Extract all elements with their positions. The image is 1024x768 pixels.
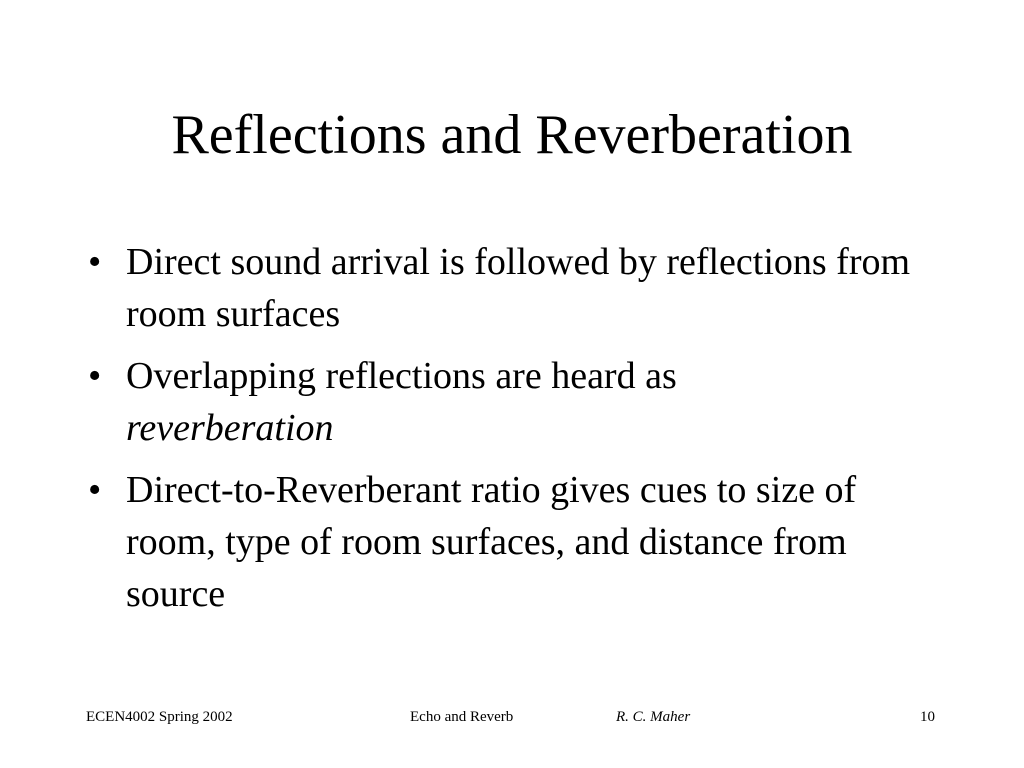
footer-course: ECEN4002 Spring 2002 <box>86 709 233 725</box>
bullet-text: Direct-to-Reverberant ratio gives cues to size of room, type of room surfaces, and distance from source <box>126 469 857 615</box>
footer-page-number: 10 <box>920 709 935 725</box>
bullet-item-direct-to-reverberant <box>88 464 948 620</box>
bullet-text: Overlapping reflections are heard as <box>126 355 677 397</box>
slide-title: Reflections and Reverberation <box>171 104 853 166</box>
bullet-emphasis-text: reverberation <box>126 407 334 449</box>
bullet-icon: • <box>88 241 102 283</box>
bullet-icon: • <box>88 355 102 397</box>
bullet-icon: • <box>88 469 102 511</box>
footer-author: R. C. Maher <box>616 709 691 725</box>
bullet-list <box>88 236 948 630</box>
footer-topic: Echo and Reverb <box>410 709 514 725</box>
bullet-text: Direct sound arrival is followed by reflections from room surfaces <box>126 241 911 335</box>
bullet-item-overlapping-reflections <box>88 350 948 454</box>
bullet-item-direct-sound <box>88 236 948 340</box>
